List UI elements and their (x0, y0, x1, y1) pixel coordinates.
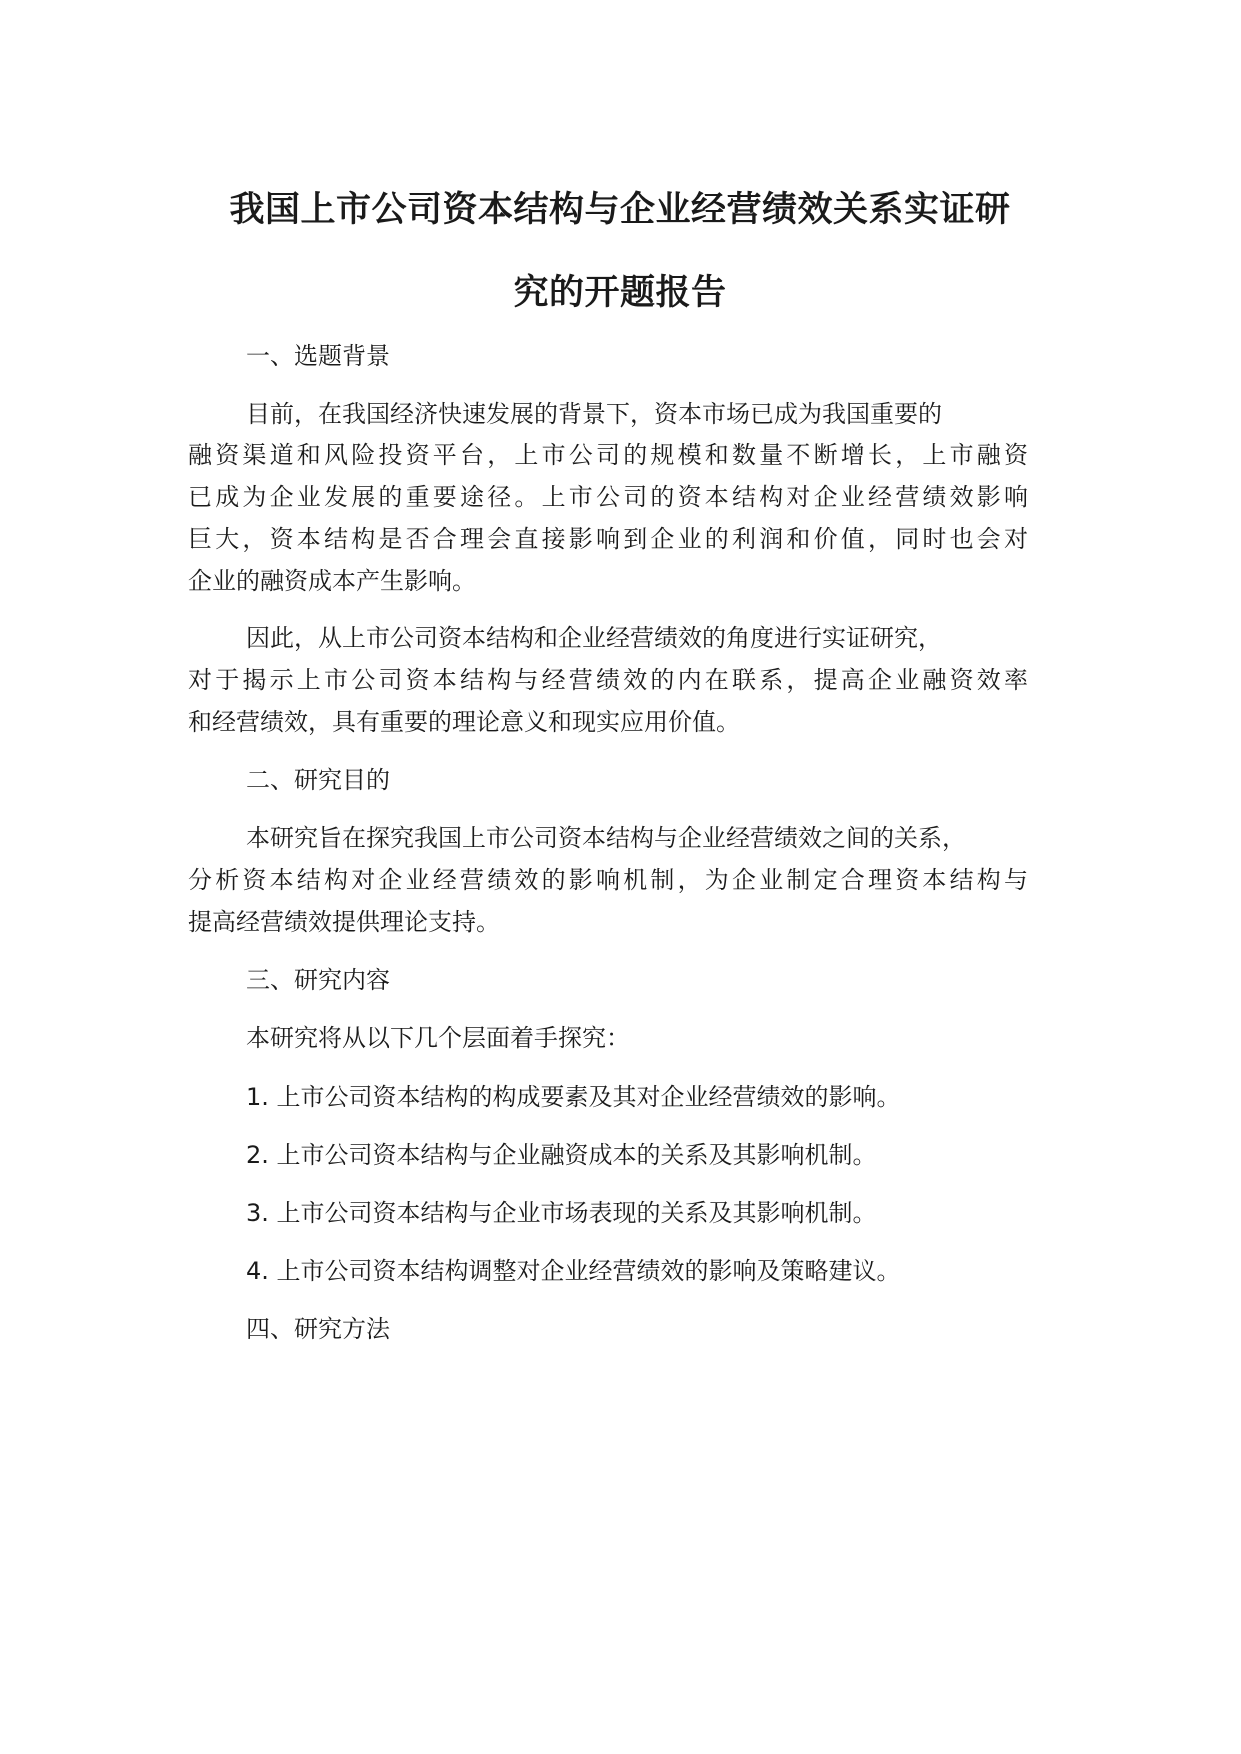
paragraph-line: 目前，在我国经济快速发展的背景下，资本市场已成为我国重要的 (246, 400, 942, 428)
document-title-line-2: 究的开题报告 (513, 273, 727, 313)
paragraph-line: 分析资本结构对企业经营绩效的影响机制，为企业制定合理资本结构与 (188, 866, 1028, 894)
paragraph-line: 提高经营绩效提供理论支持。 (188, 908, 500, 936)
section-heading-purpose: 二、研究目的 (246, 766, 390, 794)
paragraph-line: 对于揭示上市公司资本结构与经营绩效的内在联系，提高企业融资效率 (188, 666, 1028, 694)
paragraph-line: 融资渠道和风险投资平台，上市公司的规模和数量不断增长，上市融资 (188, 441, 1028, 469)
list-item: 4. 上市公司资本结构调整对企业经营绩效的影响及策略建议。 (246, 1257, 901, 1285)
paragraph-line: 和经营绩效，具有重要的理论意义和现实应用价值。 (188, 708, 740, 736)
paragraph-line: 本研究旨在探究我国上市公司资本结构与企业经营绩效之间的关系， (246, 824, 966, 852)
document-title-line-1: 我国上市公司资本结构与企业经营绩效关系实证研 (229, 190, 1011, 230)
list-item: 3. 上市公司资本结构与企业市场表现的关系及其影响机制。 (246, 1199, 877, 1227)
list-item: 2. 上市公司资本结构与企业融资成本的关系及其影响机制。 (246, 1141, 877, 1169)
section-heading-methods: 四、研究方法 (246, 1315, 390, 1343)
paragraph-line: 因此，从上市公司资本结构和企业经营绩效的角度进行实证研究， (246, 624, 942, 652)
paragraph-line: 已成为企业发展的重要途径。上市公司的资本结构对企业经营绩效影响 (188, 483, 1028, 511)
section-heading-content: 三、研究内容 (246, 966, 390, 994)
paragraph-line: 本研究将从以下几个层面着手探究： (246, 1024, 630, 1052)
paragraph-line: 巨大，资本结构是否合理会直接影响到企业的利润和价值，同时也会对 (188, 525, 1028, 553)
list-item: 1. 上市公司资本结构的构成要素及其对企业经营绩效的影响。 (246, 1083, 901, 1111)
section-heading-background: 一、选题背景 (246, 342, 390, 370)
paragraph-line: 企业的融资成本产生影响。 (188, 567, 476, 595)
